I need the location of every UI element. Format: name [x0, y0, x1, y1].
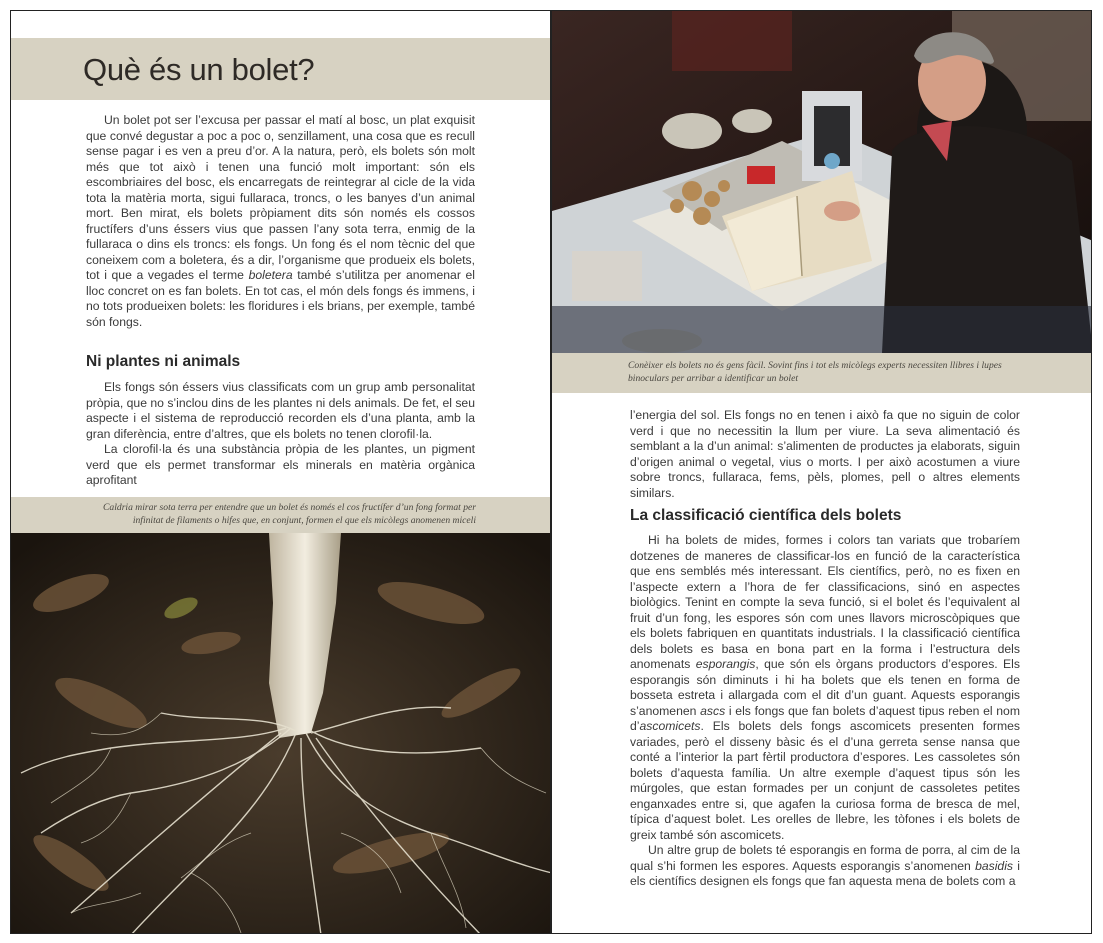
- mycelium-photo: [11, 533, 551, 934]
- photo-caption-mycelium: Caldria mirar sota terra per entendre que un bolet és només el cos fructífer d’un fong format per infinitat de filaments o hifes que, en conjunt, formen el que els micòlegs anomenen miceli: [11, 497, 551, 533]
- right-page: [551, 10, 1092, 934]
- intro-paragraph: Un bolet pot ser l’excusa per passar el matí al bosc, un plat exquisit que convé degustar a poc a poc o, senzillament, una cosa que es recull sense pagar i es ven a preu d’or. A la natura, però, els bolets són molt més que tot això i tenen una funció molt important: són els escombriaires del bosc, els encarregats de reintegrar al cicle de la vida tota la matèria morta, sigui fullaraca, troncs, o les banyes d’un animal mort. Ben mirat, els bolets pròpiament dits són només els cossos fructífers d’uns éssers vius que passen l’any sota terra, enmig de la fullaraca o dins els troncs: els fongs. Un fong és el nom tècnic del que coneixem com a boletera, és a dir, l’organisme que produeix els bolets, tot i que a vegades el terme boletera també s’utilitza per anomenar el lloc concret on es fan bolets. En tot cas, el món dels fongs és immens, i no tots produeixen bolets: les floridures i els brians, per exemple, també són fongs.: [86, 113, 475, 329]
- continuation-paragraph: l’energia del sol. Els fongs no en tenen i això fa que no siguin de color verd i que no necessitin la llum per viure. La seva alimentació és semblant a la d’un animal: s’alimenten de productes ja elaborats, siguin d’origen animal o vegetal, vius o morts. I per això acostumen a viure sobre troncs, fullaraca, fems, pèls, plomes, pell o altres elements similars.: [630, 408, 1020, 500]
- paragraph: La clorofil·la és una substància pròpia de les plantes, un pigment verd que els permet transformar els minerals en matèria orgànica aprofitant: [86, 442, 475, 487]
- section-heading-plantes: Ni plantes ni animals: [86, 353, 241, 370]
- left-page: [10, 10, 551, 934]
- section-classificacio-body: [630, 533, 1020, 890]
- photo-caption-mycologist: Conèixer els bolets no és gens fàcil. Sovint fins i tot els micòlegs experts necessiten llibres i lupes binoculars per arribar a identificar un bolet: [552, 353, 1092, 393]
- mycologist-photo: [552, 11, 1092, 353]
- section-heading-classificacio: La classificació científica dels bolets: [630, 507, 902, 524]
- section-plantes-body: [86, 380, 475, 489]
- paragraph: Un altre grup de bolets té esporangis en forma de porra, al cim de la qual s’hi formen les espores. Aquests esporangis s’anomenen basidis i els científics designen els fongs que fan aquesta mena de bolets com a: [630, 843, 1020, 888]
- paragraph: Hi ha bolets de mides, formes i colors tan variats que trobaríem dotzenes de maneres de classificar-los en funció de la característica que ens semblés més interessant. Els científics, però, no es fixen en l’aspecte extern a l’hora de fer classificacions, sinó en aspectes biològics. Tenint en compte la seva funció, si el bolet és l’equivalent al fruit d’un fong, les espores són com unes llavors microscòpiques que els bolets fabriquen en quantitats industrials. I la classificació científica dels bolets es basa en bona part en la forma i l’estructura dels anomenats esporangis, que són els òrgans productors d’espores. Els esporangis són diminuts i hi ha bolets que els tenen en forma de bosseta estreta i allargada com el dit d’un guant. Aquests esporangis s’anomenen ascs i els fongs que fan bolets d’aquest tipus reben el nom d’ascomicets. Els bolets dels fongs ascomicets presenten formes variades, però el disseny bàsic és el d’una gerreta sense nansa que conté a l’interior la part fèrtil productora d’espores. Les cassoletes són bolets d’aquesta família. Un altre exemple d’aquest tipus són les múrgoles, que estan formades per un conjunt de cassoletes petites enganxades entre si, que agafen la curiosa forma de bresca de mel, típica d’aquest bolet. Les orelles de llebre, les tòfones i els bolets de greix també són ascomicets.: [630, 533, 1020, 842]
- page-title: Què és un bolet?: [83, 52, 315, 87]
- term-boletera: boletera: [248, 268, 293, 282]
- paragraph: Els fongs són éssers vius classificats com un grup amb personalitat pròpia, que no s’inclou dins de les plantes ni dels animals. De fet, el seu aspecte i el sistema de reproducció recorden els d’una planta, amb la gran diferència, entre d’altres, que els bolets no tenen clorofil·la.: [86, 380, 475, 441]
